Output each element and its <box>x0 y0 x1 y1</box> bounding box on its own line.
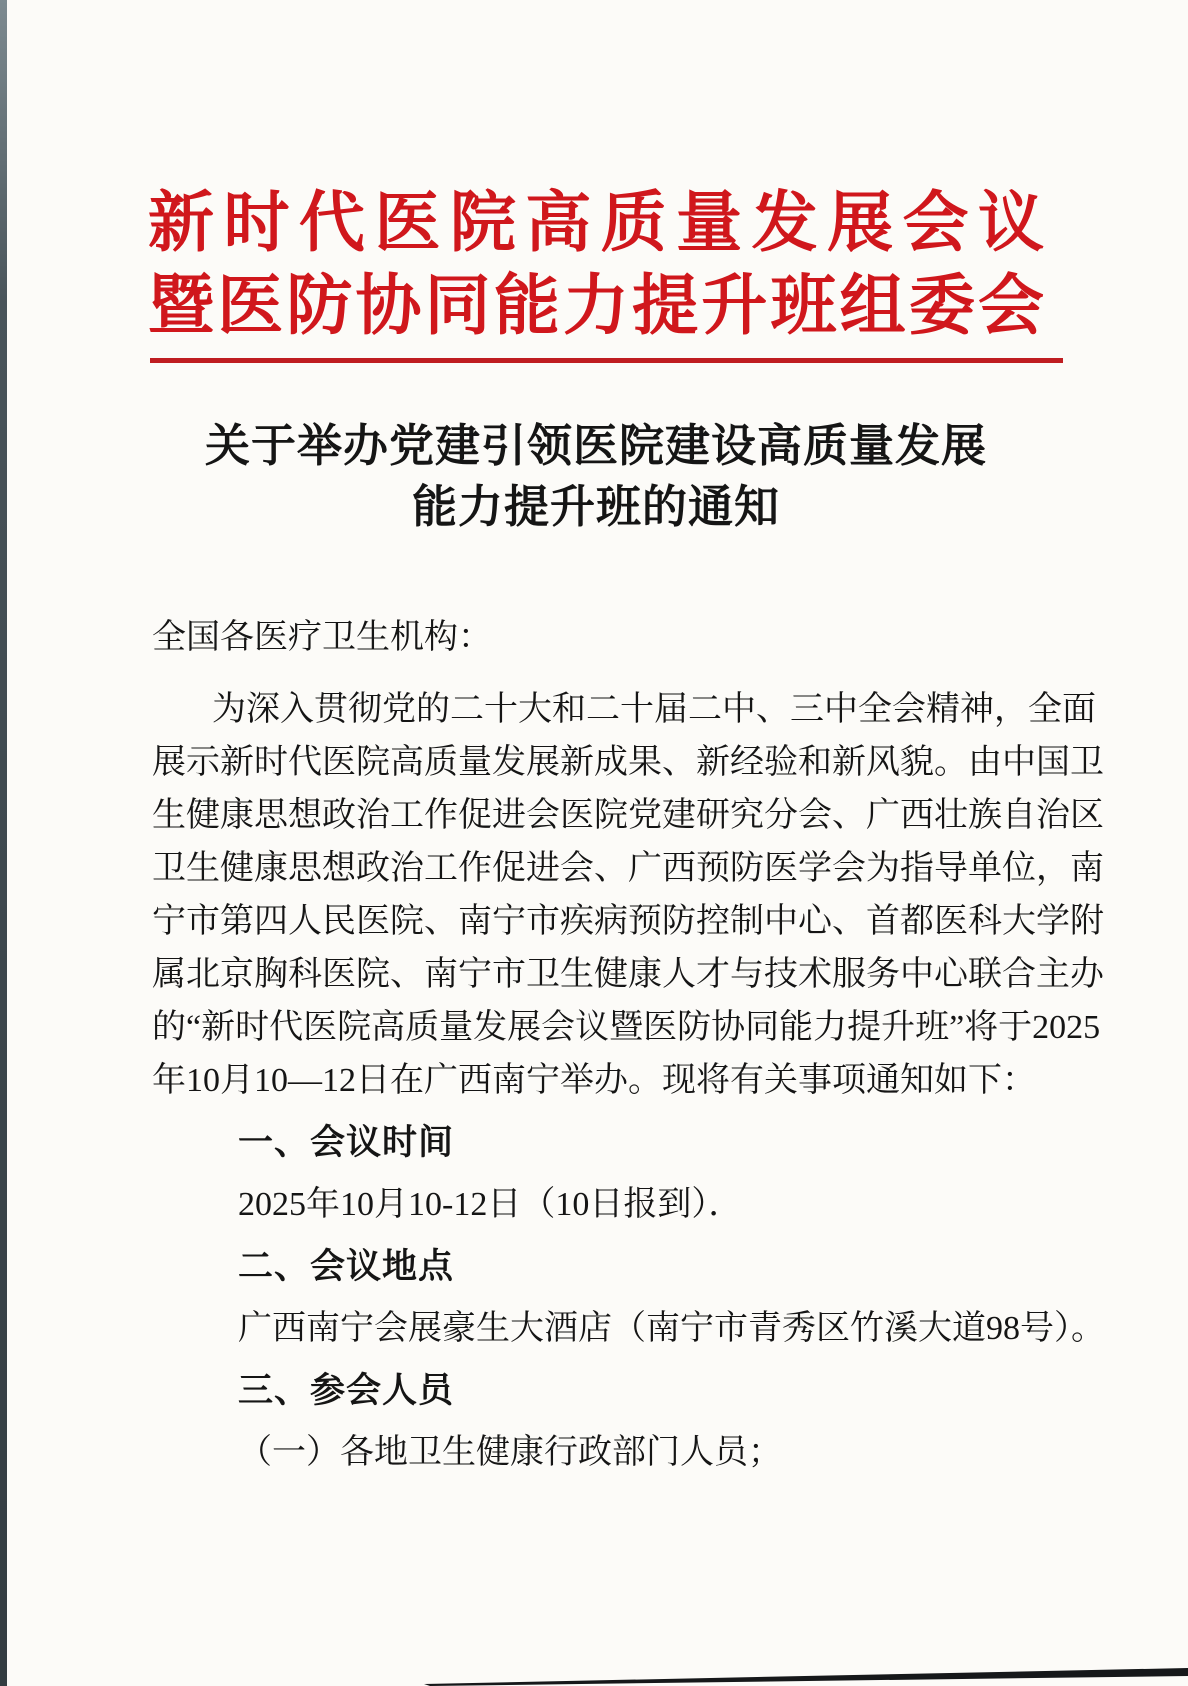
intro-paragraph <box>152 683 1104 1107</box>
paragraph-line: 为深入贯彻党的二十大和二十届二中、三中全会精神，全面 <box>212 691 1096 728</box>
section-content: 广西南宁会展豪生大酒店（南宁市青秀区竹溪大道98号）。 <box>238 1310 1105 1347</box>
paragraph-line: 年10月10—12日在广西南宁举办。现将有关事项通知如下： <box>152 1062 1036 1099</box>
document-title-line-1: 关于举办党建引领医院建设高质量发展 <box>204 421 987 471</box>
letterhead-line-2: 暨医防协同能力提升班组委会 <box>148 270 1044 343</box>
notice-sections <box>152 1112 1105 1484</box>
paragraph-line: 展示新时代医院高质量发展新成果、新经验和新风貌。由中国卫 <box>152 744 1104 781</box>
letterhead-line-1: 新时代医院高质量发展会议 <box>148 187 1044 260</box>
paragraph-line: 属北京胸科医院、南宁市卫生健康人才与技术服务中心联合主办 <box>152 956 1104 993</box>
salutation: 全国各医疗卫生机构： <box>152 619 492 656</box>
document-title-line-2: 能力提升班的通知 <box>411 482 780 532</box>
document-title <box>148 416 1044 538</box>
paragraph-line: 生健康思想政治工作促进会医院党建研究分会、广西壮族自治区 <box>152 797 1104 834</box>
section-content: 2025年10月10-12日（10日报到）． <box>238 1186 743 1223</box>
letterhead-title <box>148 182 1044 348</box>
section-heading: 三、参会人员 <box>238 1371 455 1410</box>
section-heading: 一、会议时间 <box>238 1123 455 1162</box>
paragraph-line: 宁市第四人民医院、南宁市疾病预防控制中心、首都医科大学附 <box>152 903 1104 940</box>
section-heading: 二、会议地点 <box>238 1247 455 1286</box>
paragraph-line: 的“新时代医院高质量发展会议暨医防协同能力提升班”将于2025 <box>152 1009 1101 1046</box>
scan-bottom-shadow-artifact <box>424 1664 1188 1686</box>
scan-left-edge-artifact <box>0 0 7 1686</box>
letterhead-rule <box>150 358 1063 363</box>
section-content: （一）各地卫生健康行政部门人员； <box>238 1434 782 1471</box>
paragraph-line: 卫生健康思想政治工作促进会、广西预防医学会为指导单位，南 <box>152 850 1104 887</box>
